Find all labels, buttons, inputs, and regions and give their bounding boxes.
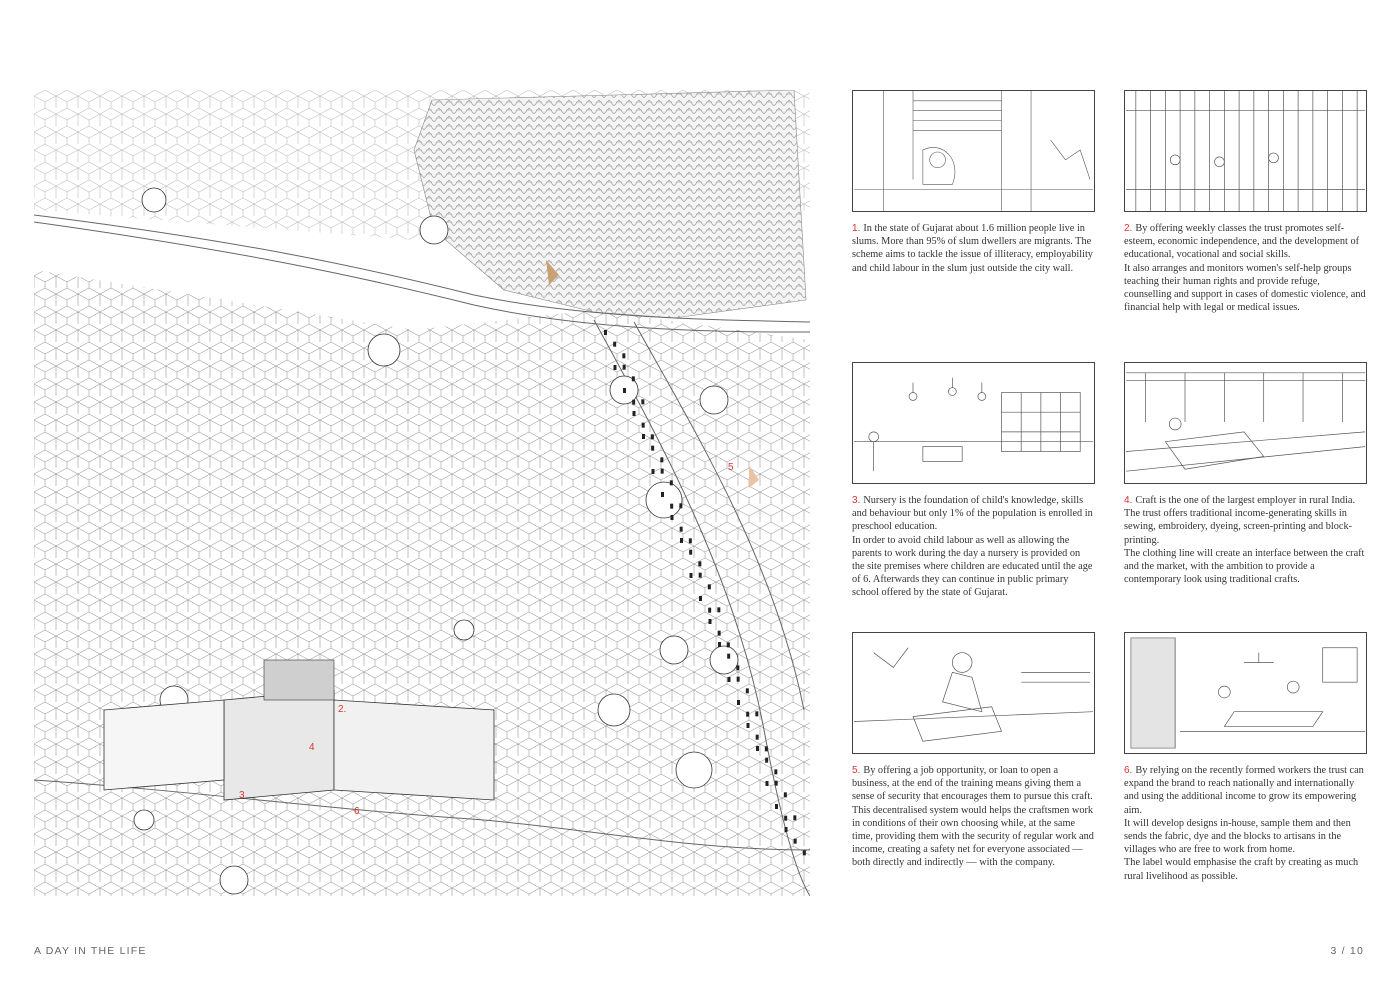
sketch-nursery <box>852 362 1095 484</box>
footer-title: A DAY IN THE LIFE <box>34 945 147 957</box>
panel-text: In the state of Gujarat about 1.6 million people live in slums. More than 95% of slum dwellers are migrants. The scheme aims to tackle the issue of illiteracy, employability and child labour in the slum just outside the city wall. <box>852 223 1093 274</box>
panel-1 <box>852 90 1095 275</box>
panel-number: 1. <box>852 223 861 234</box>
panel-text: By relying on the recently formed workers the trust can expand the brand to reach nationally and internationally and using the additional income to grow its empowering aim. <box>1124 765 1364 816</box>
panel-text: The label would emphasise the craft by creating as much rural livelihood as possible. <box>1124 857 1359 882</box>
panel-text: It also arranges and monitors women's self-help groups teaching their human rights and provide refuge, counselling and support in cases of domestic violence, and financial help with legal or medical issues. <box>1124 262 1366 314</box>
map-marker-2: 2. <box>338 704 347 715</box>
sketch-slum-interior <box>852 90 1095 212</box>
panel-4-caption <box>1124 494 1367 586</box>
panel-text: The clothing line will create an interface between the craft and the market, with the ambition to provide a contemporary look using traditional crafts. <box>1124 547 1365 586</box>
panel-6-caption <box>1124 764 1367 883</box>
panel-3-caption <box>852 494 1095 600</box>
panel-5 <box>852 632 1095 870</box>
city-blocks <box>34 270 810 896</box>
sketch-studio <box>1124 632 1367 754</box>
panel-number: 4. <box>1124 495 1133 506</box>
panel-text: By offering weekly classes the trust promotes self-esteem, economic independence, and the development of educational, vocational and social skills. <box>1124 223 1360 261</box>
panel-3 <box>852 362 1095 600</box>
sketch-craftsman <box>852 632 1095 754</box>
sketch-workshop <box>1124 362 1367 484</box>
aerial-axonometric-map <box>34 90 810 896</box>
panel-number: 3. <box>852 495 861 506</box>
map-marker-6: 6 <box>354 806 360 817</box>
page-number: 3 / 10 <box>1330 945 1364 957</box>
map-marker-4: 4 <box>309 742 315 753</box>
map-drawing <box>34 90 810 896</box>
panel-text: Craft is the one of the largest employer in rural India. The trust offers traditional income-generating skills in sewing, embroidery, dyeing, screen-printing and block-printing. <box>1124 495 1356 546</box>
panel-number: 6. <box>1124 765 1133 776</box>
panel-1-caption <box>852 222 1095 275</box>
map-marker-3: 3 <box>239 790 245 801</box>
sketch-classroom <box>1124 90 1367 212</box>
panel-4 <box>1124 362 1367 586</box>
panel-text: It will develop designs in-house, sample them and then sends the fabric, dye and the blocks to artisans in the villages who are free to work from home. <box>1124 817 1351 856</box>
panel-2 <box>1124 90 1367 314</box>
map-marker-5: 5 <box>728 462 734 473</box>
panel-6 <box>1124 632 1367 883</box>
panel-number: 2. <box>1124 223 1133 234</box>
panel-5-caption <box>852 764 1095 870</box>
panel-text: Nursery is the foundation of child's knowledge, skills and behaviour but only 1% of the population is enrolled in preschool education. <box>852 495 1093 533</box>
panel-2-caption <box>1124 222 1367 314</box>
panel-text: This decentralised system would helps the craftsmen work in conditions of their own choosing while, at the same time, providing them with the security of regular work and income, creating a safety net for everyone associated — both directly and indirectly — with the company. <box>852 804 1094 869</box>
panel-number: 5. <box>852 765 861 776</box>
panel-text: By offering a job opportunity, or loan to open a business, at the end of the training means giving them a sense of security that encourages them to pursue this craft. <box>852 765 1093 803</box>
panel-text: In order to avoid child labour as well as allowing the parents to work during the day a nursery is provided on the site premises where children are educated until the age of 6. Afterwards they can continue in public primary school offered by the state of Gujarat. <box>852 534 1093 599</box>
